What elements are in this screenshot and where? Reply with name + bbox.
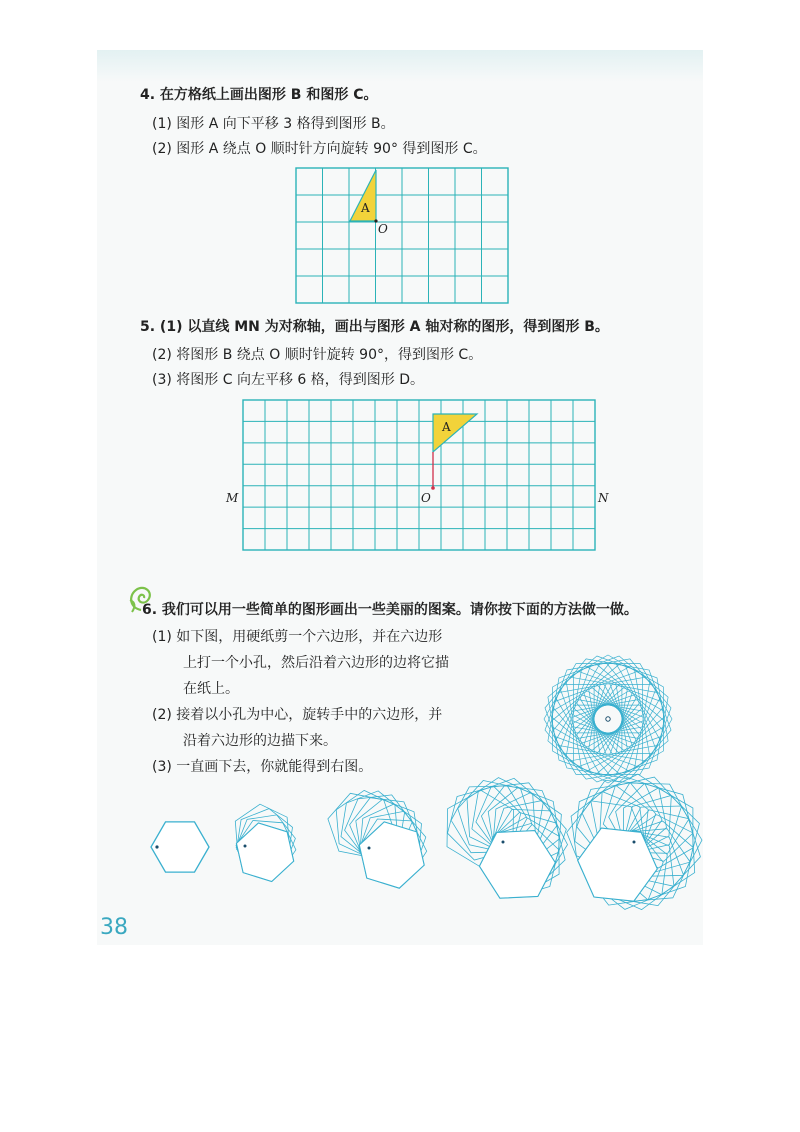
q6-final-pattern [543, 654, 673, 784]
q6-step-1-hexagon [148, 815, 212, 879]
q6-item-2a: (2) 接着以小孔为中心，旋转手中的六边形，并 [152, 707, 443, 723]
q6-step-5-pattern [582, 790, 692, 900]
q6-step-3-pattern [327, 790, 427, 890]
q6-item-1c: 在纸上。 [183, 681, 239, 697]
page-top-band [97, 50, 703, 82]
q5-shape-a [433, 414, 477, 452]
q4-item-1: (1) 图形 A 向下平移 3 格得到图形 B。 [152, 116, 395, 132]
q5-shape-label: A [442, 420, 451, 434]
pivot-hole [633, 841, 636, 844]
pivot-hole [244, 845, 247, 848]
hexagon-outline [151, 822, 209, 872]
pivot-hole [606, 717, 610, 721]
pivot-hole [368, 847, 371, 850]
q5-point-label: O [421, 491, 431, 505]
q4-shape-label: A [361, 201, 370, 215]
q4-point-label: O [378, 222, 388, 236]
q6-item-3: (3) 一直画下去，你就能得到右图。 [152, 759, 373, 775]
q5-grid [243, 400, 595, 550]
q6-item-2b: 沿着六边形的边描下来。 [183, 733, 337, 749]
q6-item-1a: (1) 如下图，用硬纸剪一个六边形，并在六边形 [152, 629, 443, 645]
q5-point-o [431, 486, 435, 490]
pivot-hole [502, 841, 505, 844]
q4-grid-lines [296, 168, 508, 303]
q5-line-label-n: N [598, 491, 609, 505]
q6-title: 6. 我们可以用一些简单的图形画出一些美丽的图案。请你按下面的方法做一做。 [142, 602, 638, 618]
page-number: 38 [100, 915, 128, 940]
q6-step-4-pattern [448, 790, 558, 900]
pivot-hole [155, 845, 158, 848]
q4-item-2: (2) 图形 A 绕点 O 顺时针方向旋转 90° 得到图形 C。 [152, 141, 487, 157]
q4-grid [296, 168, 508, 303]
q5-grid-lines [243, 400, 595, 550]
q6-item-1b: 上打一个小孔，然后沿着六边形的边将它描 [183, 655, 449, 671]
q5-item-3: (3) 将图形 C 向左平移 6 格，得到图形 D。 [152, 372, 424, 388]
q5-item-2: (2) 将图形 B 绕点 O 顺时针旋转 90°，得到图形 C。 [152, 347, 483, 363]
q5-title: 5. (1) 以直线 MN 为对称轴，画出与图形 A 轴对称的图形，得到图形 B。 [140, 319, 609, 335]
q6-step-2-pattern [233, 800, 313, 880]
q5-line-label-m: M [226, 491, 239, 505]
q4-title: 4. 在方格纸上画出图形 B 和图形 C。 [140, 87, 378, 103]
